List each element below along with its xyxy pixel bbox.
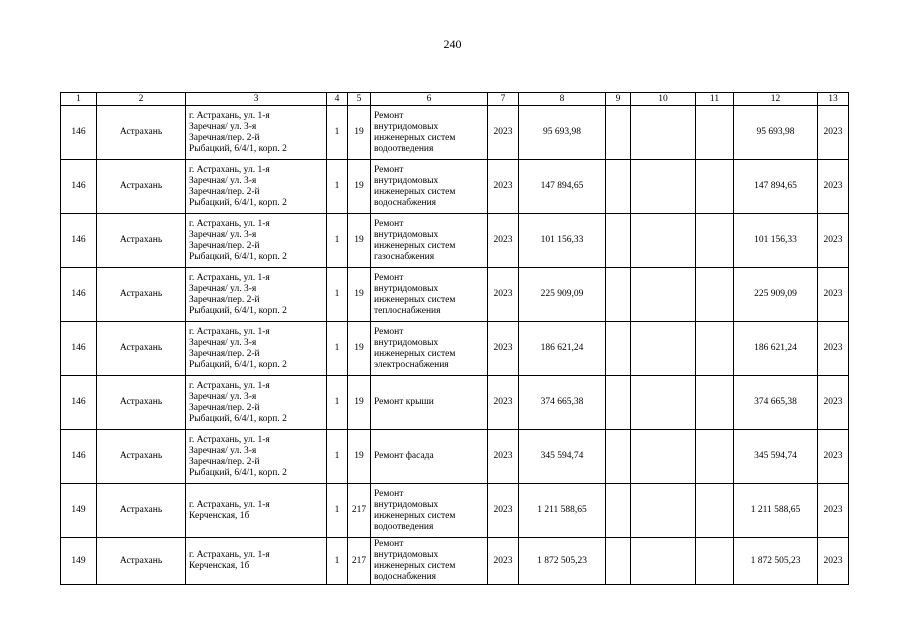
col-11 [696,160,734,214]
address: г. Астрахань, ул. 1-я Заречная/ ул. 3-я Заречная/пер. 2-й Рыбацкий, 6/4/1, корп. 2 [186,376,327,430]
city: Астрахань [97,484,186,538]
row-number: 146 [61,430,97,484]
cost: 225 909,09 [519,268,606,322]
cost: 1 872 505,23 [519,538,606,585]
col-11 [696,376,734,430]
col-4: 1 [327,106,348,160]
work-type: Ремонт внутридомовых инженерных систем водоотведения [371,484,488,538]
city: Астрахань [97,214,186,268]
col-5: 19 [348,322,371,376]
col-9 [606,106,631,160]
table-row [61,106,849,160]
col-10 [631,214,696,268]
row-number: 146 [61,376,97,430]
cost: 345 594,74 [519,430,606,484]
col-5: 217 [348,484,371,538]
city: Астрахань [97,106,186,160]
register-table [60,92,849,585]
city: Астрахань [97,322,186,376]
row-number: 146 [61,214,97,268]
col-11 [696,322,734,376]
cost: 95 693,98 [519,106,606,160]
col-11 [696,484,734,538]
cost-total: 1 872 505,23 [734,538,818,585]
cost-total: 1 211 588,65 [734,484,818,538]
col-11 [696,268,734,322]
year: 2023 [488,106,519,160]
col-11 [696,214,734,268]
table-row [61,538,849,585]
year-end: 2023 [818,268,849,322]
col-4: 1 [327,214,348,268]
column-header-7: 7 [488,93,519,106]
year-end: 2023 [818,160,849,214]
col-9 [606,214,631,268]
cost: 186 621,24 [519,322,606,376]
year: 2023 [488,484,519,538]
cost-total: 101 156,33 [734,214,818,268]
year: 2023 [488,430,519,484]
year-end: 2023 [818,538,849,585]
col-10 [631,376,696,430]
col-4: 1 [327,538,348,585]
col-10 [631,322,696,376]
cost: 147 894,65 [519,160,606,214]
work-type: Ремонт внутридомовых инженерных систем газоснабжения [371,214,488,268]
column-header-3: 3 [186,93,327,106]
col-5: 19 [348,268,371,322]
address: г. Астрахань, ул. 1-я Заречная/ ул. 3-я Заречная/пер. 2-й Рыбацкий, 6/4/1, корп. 2 [186,268,327,322]
column-header-8: 8 [519,93,606,106]
col-10 [631,160,696,214]
row-number: 146 [61,160,97,214]
column-header-10: 10 [631,93,696,106]
col-5: 19 [348,430,371,484]
address: г. Астрахань, ул. 1-я Заречная/ ул. 3-я Заречная/пер. 2-й Рыбацкий, 6/4/1, корп. 2 [186,160,327,214]
work-type: Ремонт крыши [371,376,488,430]
year-end: 2023 [818,214,849,268]
column-header-9: 9 [606,93,631,106]
cost-total: 225 909,09 [734,268,818,322]
city: Астрахань [97,430,186,484]
table-row [61,214,849,268]
table-row [61,160,849,214]
work-type: Ремонт внутридомовых инженерных систем теплоснабжения [371,268,488,322]
address: г. Астрахань, ул. 1-я Керченская, 1б [186,538,327,585]
column-header-11: 11 [696,93,734,106]
city: Астрахань [97,160,186,214]
col-5: 217 [348,538,371,585]
col-4: 1 [327,430,348,484]
cost-total: 345 594,74 [734,430,818,484]
year: 2023 [488,322,519,376]
work-type: Ремонт фасада [371,430,488,484]
column-header-12: 12 [734,93,818,106]
city: Астрахань [97,538,186,585]
col-4: 1 [327,160,348,214]
col-4: 1 [327,376,348,430]
table-row [61,322,849,376]
year: 2023 [488,214,519,268]
col-11 [696,538,734,585]
col-5: 19 [348,160,371,214]
table-row [61,430,849,484]
year: 2023 [488,538,519,585]
work-type: Ремонт внутридомовых инженерных систем водоснабжения [371,538,488,585]
column-header-6: 6 [371,93,488,106]
address: г. Астрахань, ул. 1-я Заречная/ ул. 3-я Заречная/пер. 2-й Рыбацкий, 6/4/1, корп. 2 [186,106,327,160]
col-5: 19 [348,106,371,160]
column-header-5: 5 [348,93,371,106]
col-9 [606,322,631,376]
row-number: 149 [61,538,97,585]
year-end: 2023 [818,106,849,160]
year-end: 2023 [818,430,849,484]
year-end: 2023 [818,322,849,376]
cost-total: 374 665,38 [734,376,818,430]
column-header-1: 1 [61,93,97,106]
cost: 101 156,33 [519,214,606,268]
cost-total: 95 693,98 [734,106,818,160]
cost: 1 211 588,65 [519,484,606,538]
col-10 [631,484,696,538]
row-number: 149 [61,484,97,538]
header-row [61,93,849,106]
col-9 [606,538,631,585]
table-row [61,484,849,538]
col-10 [631,430,696,484]
col-11 [696,106,734,160]
column-header-13: 13 [818,93,849,106]
year-end: 2023 [818,484,849,538]
work-type: Ремонт внутридомовых инженерных систем водоотведения [371,106,488,160]
cost-total: 186 621,24 [734,322,818,376]
col-5: 19 [348,376,371,430]
col-9 [606,484,631,538]
city: Астрахань [97,376,186,430]
row-number: 146 [61,268,97,322]
col-10 [631,538,696,585]
col-10 [631,106,696,160]
address: г. Астрахань, ул. 1-я Заречная/ ул. 3-я Заречная/пер. 2-й Рыбацкий, 6/4/1, корп. 2 [186,214,327,268]
col-4: 1 [327,484,348,538]
address: г. Астрахань, ул. 1-я Керченская, 1б [186,484,327,538]
year: 2023 [488,268,519,322]
col-11 [696,430,734,484]
cost-total: 147 894,65 [734,160,818,214]
year-end: 2023 [818,376,849,430]
col-9 [606,376,631,430]
col-4: 1 [327,268,348,322]
year: 2023 [488,160,519,214]
address: г. Астрахань, ул. 1-я Заречная/ ул. 3-я Заречная/пер. 2-й Рыбацкий, 6/4/1, корп. 2 [186,430,327,484]
col-9 [606,160,631,214]
cost: 374 665,38 [519,376,606,430]
address: г. Астрахань, ул. 1-я Заречная/ ул. 3-я Заречная/пер. 2-й Рыбацкий, 6/4/1, корп. 2 [186,322,327,376]
row-number: 146 [61,106,97,160]
col-10 [631,268,696,322]
city: Астрахань [97,268,186,322]
column-header-4: 4 [327,93,348,106]
table-row [61,376,849,430]
col-9 [606,430,631,484]
column-header-2: 2 [97,93,186,106]
col-4: 1 [327,322,348,376]
work-type: Ремонт внутридомовых инженерных систем электроснабжения [371,322,488,376]
row-number: 146 [61,322,97,376]
work-type: Ремонт внутридомовых инженерных систем водоснабжения [371,160,488,214]
table-row [61,268,849,322]
page-number: 240 [443,37,462,51]
col-5: 19 [348,214,371,268]
year: 2023 [488,376,519,430]
col-9 [606,268,631,322]
